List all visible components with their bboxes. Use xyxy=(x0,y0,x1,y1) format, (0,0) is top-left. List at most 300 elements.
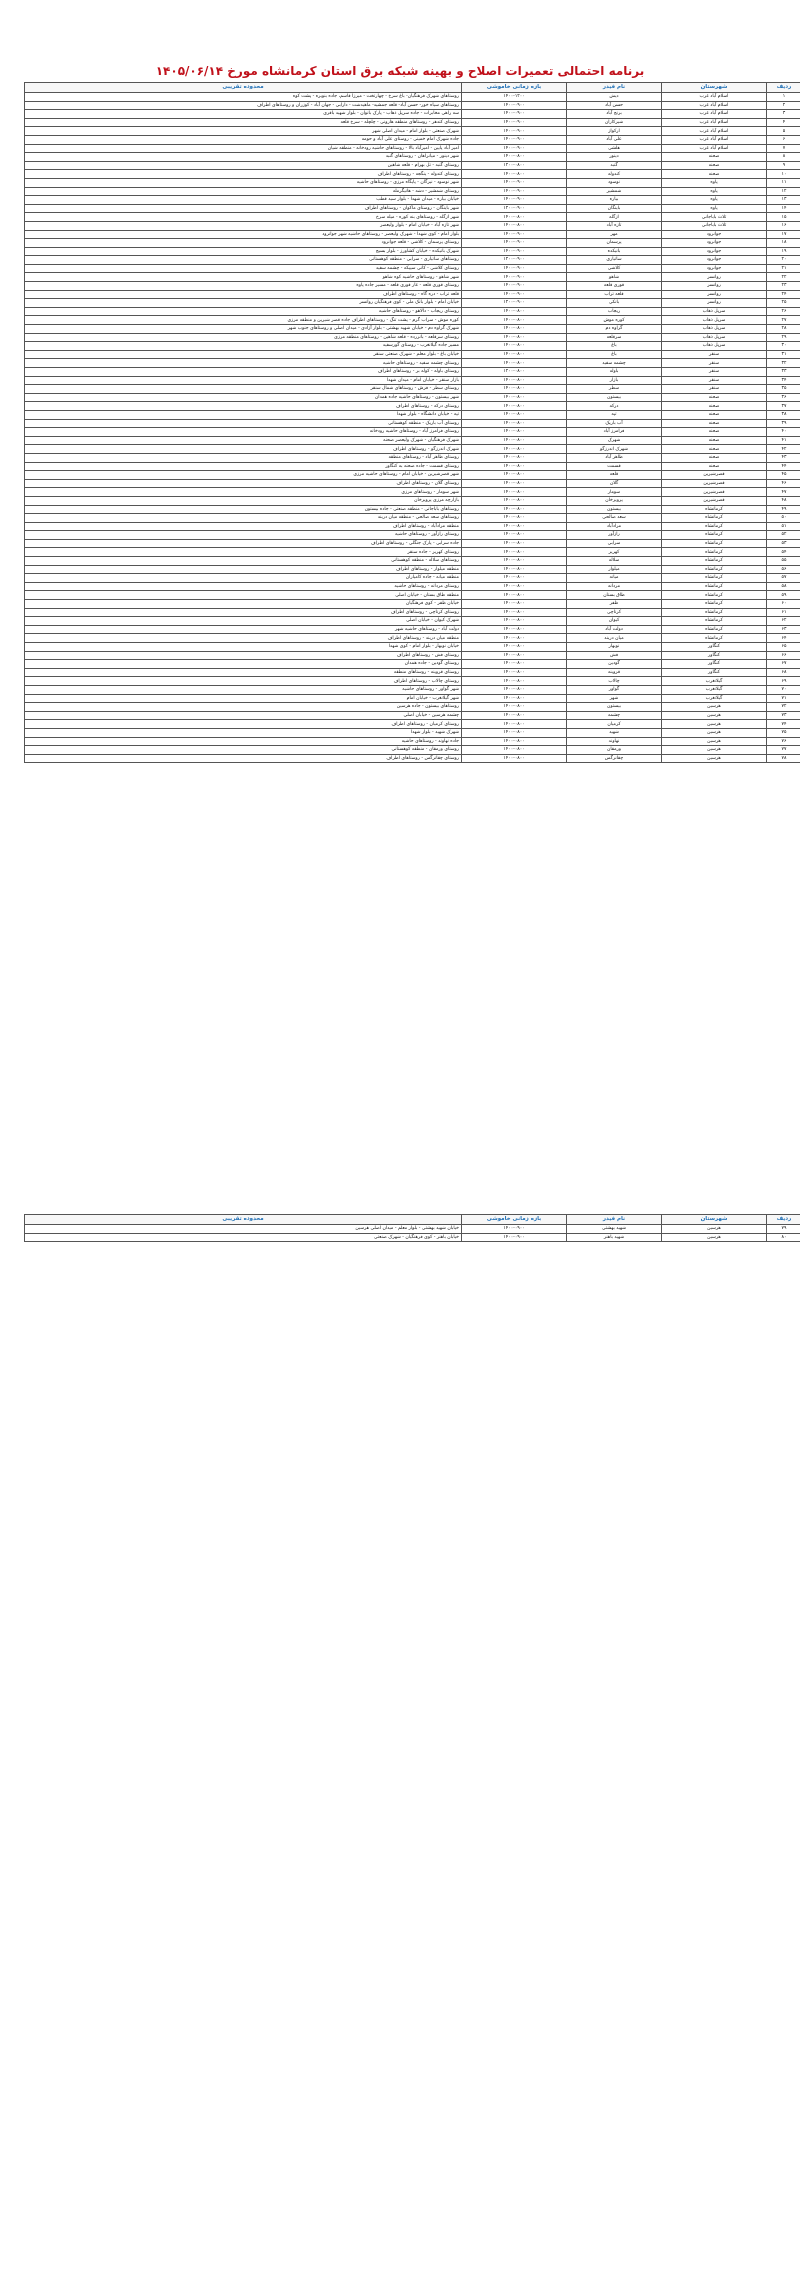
cell-city: کرمانشاه xyxy=(662,608,767,617)
cell-time: ۱۴۰۰-۰۹۰۰ xyxy=(462,144,567,153)
cell-city: گیلانغرب xyxy=(662,677,767,686)
cell-area: دولت آباد - روستاهای حاشیه شهر xyxy=(25,625,462,634)
cell-city: سنقر xyxy=(662,359,767,368)
cell-row-number: ۷۴ xyxy=(767,720,800,729)
table-row xyxy=(25,711,800,720)
cell-feeder: تازه آباد xyxy=(567,221,662,230)
cell-feeder: کندوله xyxy=(567,170,662,179)
cell-city: صحنه xyxy=(662,153,767,162)
table-row xyxy=(25,514,800,523)
cell-area: روستای قوری قلعه - غار قوری قلعه - مسیر جاده پاوه xyxy=(25,282,462,291)
cell-time: ۱۴۰۰-۰۸۰۰ xyxy=(462,711,567,720)
cell-area: روستاهای ساتیاری - سرابی - منطقه کوهستانی xyxy=(25,256,462,265)
cell-row-number: ۶۸ xyxy=(767,668,800,677)
cell-city: کرمانشاه xyxy=(662,574,767,583)
table-row xyxy=(25,703,800,712)
table-row xyxy=(25,342,800,351)
cell-row-number: ۱۷ xyxy=(767,230,800,239)
cell-row-number: ۲۷ xyxy=(767,316,800,325)
cell-area: شهر بیستون - روستاهای حاشیه جاده همدان xyxy=(25,393,462,402)
table-row xyxy=(25,488,800,497)
cell-feeder: تپه xyxy=(567,410,662,419)
cell-time: ۱۴۰۰-۰۸۰۰ xyxy=(462,617,567,626)
table-row xyxy=(25,273,800,282)
cell-feeder: گواور xyxy=(567,685,662,694)
cell-row-number: ۴۰ xyxy=(767,428,800,437)
cell-city: هرسین xyxy=(662,1225,767,1234)
cell-city: صحنه xyxy=(662,445,767,454)
cell-area: روستای کندهر - روستاهای منطقه هارونی - چلچله - سرخ قلعه xyxy=(25,118,462,127)
cell-area: منطقه طاق بستان - خیابان اصلی xyxy=(25,591,462,600)
cell-city: ثلاث باباجانی xyxy=(662,213,767,222)
table-row xyxy=(25,316,800,325)
cell-area: روستاهای سلاله - منطقه کوهستانی xyxy=(25,557,462,566)
cell-row-number: ۷۵ xyxy=(767,728,800,737)
cell-time: ۱۲۰۰-۰۹۰۰ xyxy=(462,256,567,265)
cell-feeder: بانیکده xyxy=(567,247,662,256)
table-row xyxy=(25,247,800,256)
cell-row-number: ۲۳ xyxy=(767,282,800,291)
cell-feeder: باوله xyxy=(567,368,662,377)
cell-city: پاوه xyxy=(662,204,767,213)
cell-row-number: ۱ xyxy=(767,93,800,102)
cell-time: ۱۴۰۰-۰۹۰۰ xyxy=(462,196,567,205)
outage-table xyxy=(24,82,800,763)
table-row xyxy=(25,368,800,377)
table-row xyxy=(25,625,800,634)
cell-city: کرمانشاه xyxy=(662,625,767,634)
cell-feeder: کیوان xyxy=(567,617,662,626)
cell-area: روستاهای سیاه خور- حسن آباد- قلعه جمشید- ماهیدشت - دارابی - جهان آباد - کوزران و روستاهای اطراف xyxy=(25,101,462,110)
cell-feeder: شهر xyxy=(567,694,662,703)
cell-city: سرپل ذهاب xyxy=(662,325,767,334)
cell-row-number: ۵۸ xyxy=(767,582,800,591)
table-row xyxy=(25,453,800,462)
cell-feeder: چشمه سفید xyxy=(567,359,662,368)
table-row xyxy=(25,462,800,471)
cell-city: هرسین xyxy=(662,728,767,737)
table-row xyxy=(25,574,800,583)
cell-feeder: کوره موش xyxy=(567,316,662,325)
cell-row-number: ۶۷ xyxy=(767,660,800,669)
cell-area: روستای گودین - جاده همدان xyxy=(25,660,462,669)
cell-time: ۱۲۰۰-۰۸۰۰ xyxy=(462,368,567,377)
cell-feeder: هلشی xyxy=(567,144,662,153)
cell-time: ۱۴۰۰-۰۹۰۰ xyxy=(462,239,567,248)
schedule-sheet xyxy=(24,60,792,763)
table-row xyxy=(25,239,800,248)
cell-city: کرمانشاه xyxy=(662,531,767,540)
cell-feeder: گلان xyxy=(567,479,662,488)
header-time: بازه زمانی خاموشی xyxy=(462,1215,567,1225)
table-row xyxy=(25,144,800,153)
header-city: شهرستان xyxy=(662,83,767,93)
cell-time: ۱۴۰۰-۰۸۰۰ xyxy=(462,677,567,686)
cell-row-number: ۱۵ xyxy=(767,213,800,222)
cell-time: ۱۴۰۰-۰۸۰۰ xyxy=(462,445,567,454)
table-row xyxy=(25,436,800,445)
table-row xyxy=(25,127,800,136)
cell-city: کرمانشاه xyxy=(662,548,767,557)
cell-feeder: بیاره xyxy=(567,196,662,205)
cell-area: شهر تازه آباد - خیابان امام - بلوار ولیعصر xyxy=(25,221,462,230)
cell-row-number: ۴۵ xyxy=(767,471,800,480)
table-row xyxy=(25,118,800,127)
cell-feeder: سومار xyxy=(567,488,662,497)
cell-row-number: ۵۵ xyxy=(767,557,800,566)
cell-area: منطقه میان دربند - روستاهای اطراف xyxy=(25,634,462,643)
cell-time: ۱۴۰۰-۰۸۰۰ xyxy=(462,634,567,643)
cell-row-number: ۵۹ xyxy=(767,591,800,600)
cell-area: شهر قصرشیرین - خیابان امام - روستاهای حاشیه مرزی xyxy=(25,471,462,480)
table-row xyxy=(25,677,800,686)
cell-area: شهر ازگله - روستاهای بنه کوره - میله سرخ xyxy=(25,213,462,222)
cell-feeder: شیرکاران xyxy=(567,118,662,127)
cell-area: روستاهای باباجانی - منطقه صنعتی - جاده بیستون xyxy=(25,505,462,514)
cell-city: روانسر xyxy=(662,290,767,299)
table-row xyxy=(25,668,800,677)
table-row xyxy=(25,660,800,669)
cell-row-number: ۷۷ xyxy=(767,746,800,755)
cell-area: روستای کلاشی - کانی سپیکه - چشمه سفید xyxy=(25,264,462,273)
header-row: ردیف xyxy=(767,1215,800,1225)
cell-row-number: ۲۱ xyxy=(767,264,800,273)
cell-time: ۱۴۰۰-۰۹۰۰ xyxy=(462,118,567,127)
cell-row-number: ۵۰ xyxy=(767,514,800,523)
cell-city: قصرشیرین xyxy=(662,488,767,497)
table-row xyxy=(25,1233,800,1242)
cell-row-number: ۱۹ xyxy=(767,247,800,256)
cell-city: صحنه xyxy=(662,419,767,428)
cell-row-number: ۱۸ xyxy=(767,239,800,248)
cell-row-number: ۳۴ xyxy=(767,376,800,385)
cell-city: کرمانشاه xyxy=(662,582,767,591)
cell-city: هرسین xyxy=(662,720,767,729)
cell-feeder: فرامرز آباد xyxy=(567,428,662,437)
cell-city: هرسین xyxy=(662,703,767,712)
cell-row-number: ۲۴ xyxy=(767,290,800,299)
cell-feeder: طاهر آباد xyxy=(567,453,662,462)
header-area: محدوده تقریبی xyxy=(25,83,462,93)
cell-row-number: ۷ xyxy=(767,144,800,153)
table-row xyxy=(25,385,800,394)
cell-row-number: ۷۰ xyxy=(767,685,800,694)
cell-time: ۱۴۰۰-۰۸۰۰ xyxy=(462,522,567,531)
cell-area: شهرک صنعتی - بلوار امام - میدان اصلی شهر xyxy=(25,127,462,136)
table-row xyxy=(25,754,800,763)
cell-time: ۱۴۰۰-۰۹۰۰ xyxy=(462,1233,567,1242)
cell-city: جوانرود xyxy=(662,239,767,248)
cell-area: امیر آباد پایین - امیرآباد بالا - روستاهای حاشیه رودخانه - منطقه شیان xyxy=(25,144,462,153)
cell-time: ۱۴۰۰-۰۸۰۰ xyxy=(462,754,567,763)
cell-feeder: چقانرگس xyxy=(567,754,662,763)
cell-city: اسلام آباد غرب xyxy=(662,135,767,144)
table-row xyxy=(25,728,800,737)
cell-area: بازار سنقر - خیابان امام - میدان شهدا xyxy=(25,376,462,385)
cell-feeder: دولت آباد xyxy=(567,625,662,634)
cell-feeder: باغ xyxy=(567,342,662,351)
cell-city: جوانرود xyxy=(662,230,767,239)
cell-feeder: شهید بهشتی xyxy=(567,1225,662,1234)
cell-city: ثلاث باباجانی xyxy=(662,221,767,230)
cell-row-number: ۳۱ xyxy=(767,350,800,359)
cell-feeder: باینگان xyxy=(567,204,662,213)
table-row xyxy=(25,290,800,299)
cell-row-number: ۵۲ xyxy=(767,531,800,540)
cell-row-number: ۲۰ xyxy=(767,256,800,265)
cell-feeder: سطر xyxy=(567,385,662,394)
cell-feeder: شاهو xyxy=(567,273,662,282)
cell-feeder: سعد صالحی xyxy=(567,514,662,523)
cell-time: ۱۴۰۰-۰۸۰۰ xyxy=(462,728,567,737)
table-row xyxy=(25,591,800,600)
cell-feeder: مهر xyxy=(567,230,662,239)
cell-time: ۱۴۰۰-۰۸۰۰ xyxy=(462,307,567,316)
cell-time: ۱۴۰۰-۰۸۰۰ xyxy=(462,453,567,462)
cell-area: روستای کرناچی - روستاهای اطراف xyxy=(25,608,462,617)
cell-city: جوانرود xyxy=(662,264,767,273)
table-row xyxy=(25,221,800,230)
cell-area: جاده سرابی - پارک جنگلی - روستاهای اطراف xyxy=(25,539,462,548)
cell-area: روستاهای بیستون - جاده هرسین xyxy=(25,703,462,712)
cell-feeder: گراوه دم xyxy=(567,325,662,334)
cell-city: جوانرود xyxy=(662,247,767,256)
cell-time: ۱۴۰۰-۰۸۰۰ xyxy=(462,376,567,385)
cell-area: روستای گنبد - تل بهرام - قلعه شاهین xyxy=(25,161,462,170)
table-row xyxy=(25,307,800,316)
table-row xyxy=(25,376,800,385)
table-row xyxy=(25,402,800,411)
table-row xyxy=(25,213,800,222)
cell-city: قصرشیرین xyxy=(662,496,767,505)
cell-row-number: ۸۰ xyxy=(767,1233,800,1242)
cell-city: صحنه xyxy=(662,170,767,179)
cell-city: کنگاور xyxy=(662,643,767,652)
cell-area: شهر شاهو - روستاهای حاشیه کوه شاهو xyxy=(25,273,462,282)
table-row xyxy=(25,531,800,540)
cell-time: ۱۴۰۰-۰۸۰۰ xyxy=(462,428,567,437)
table-row xyxy=(25,264,800,273)
cell-row-number: ۱۶ xyxy=(767,221,800,230)
cell-area: روستای کهریز - جاده سنقر xyxy=(25,548,462,557)
cell-row-number: ۱۰ xyxy=(767,170,800,179)
cell-time: ۱۴۰۰-۰۸۰۰ xyxy=(462,565,567,574)
table-row xyxy=(25,230,800,239)
cell-city: کرمانشاه xyxy=(662,557,767,566)
cell-row-number: ۳۲ xyxy=(767,359,800,368)
cell-area: روستای چقانرگس - روستاهای اطراف xyxy=(25,754,462,763)
cell-area: منطقه میلوار - روستاهای اطراف xyxy=(25,565,462,574)
cell-feeder: نهاوند xyxy=(567,737,662,746)
cell-time: ۱۴۰۰-۰۸۰۰ xyxy=(462,350,567,359)
table-header-row xyxy=(25,1215,800,1225)
cell-feeder: قلعه xyxy=(567,471,662,480)
cell-area: شهر باینگان - روستای ماکوان - روستاهای اطراف xyxy=(25,204,462,213)
cell-city: کنگاور xyxy=(662,660,767,669)
cell-row-number: ۲۸ xyxy=(767,325,800,334)
cell-time: ۱۴۰۰-۰۸۰۰ xyxy=(462,514,567,523)
cell-area: بازارچه مرزی پرویزخان xyxy=(25,496,462,505)
header-feeder: نام فیدر xyxy=(567,83,662,93)
cell-time: ۱۴۰۰-۰۸۰۰ xyxy=(462,737,567,746)
cell-time: ۱۴۰۰-۰۸۰۰ xyxy=(462,703,567,712)
table-row xyxy=(25,350,800,359)
cell-feeder: کرمیان xyxy=(567,720,662,729)
cell-row-number: ۴۶ xyxy=(767,479,800,488)
table-body xyxy=(25,93,800,763)
cell-row-number: ۷۹ xyxy=(767,1225,800,1234)
table-row xyxy=(25,617,800,626)
cell-area: روستای چشمه سفید - روستاهای حاشیه xyxy=(25,359,462,368)
table-row xyxy=(25,608,800,617)
cell-city: صحنه xyxy=(662,462,767,471)
table-row xyxy=(25,196,800,205)
cell-feeder: برنج آباد xyxy=(567,110,662,119)
cell-city: هرسین xyxy=(662,711,767,720)
table-row xyxy=(25,101,800,110)
cell-area: شهرک شهید - بلوار شهدا xyxy=(25,728,462,737)
table-row xyxy=(25,557,800,566)
cell-time: ۱۴۰۰-۱۲۰۰ xyxy=(462,93,567,102)
cell-city: کرمانشاه xyxy=(662,634,767,643)
cell-row-number: ۶۶ xyxy=(767,651,800,660)
cell-area: خیابان امام - بلوار بانک ملی - کوی فرهنگیان روانسر xyxy=(25,299,462,308)
cell-time: ۱۴۰۰-۰۸۰۰ xyxy=(462,591,567,600)
cell-time: ۱۴۰۰-۰۹۰۰ xyxy=(462,187,567,196)
cell-feeder: مردانه xyxy=(567,582,662,591)
cell-row-number: ۷۱ xyxy=(767,694,800,703)
cell-city: کرمانشاه xyxy=(662,591,767,600)
cell-area: تپه - خیابان دانشگاه - بلوار شهدا xyxy=(25,410,462,419)
table-row xyxy=(25,737,800,746)
cell-time: ۱۴۰۰-۰۸۰۰ xyxy=(462,153,567,162)
cell-city: اسلام آباد غرب xyxy=(662,144,767,153)
cell-row-number: ۷۳ xyxy=(767,711,800,720)
cell-feeder: میلوار xyxy=(567,565,662,574)
cell-time: ۱۴۰۰-۰۸۰۰ xyxy=(462,436,567,445)
cell-row-number: ۲۲ xyxy=(767,273,800,282)
cell-feeder: ارکواز xyxy=(567,127,662,136)
cell-city: اسلام آباد غرب xyxy=(662,93,767,102)
cell-city: پاوه xyxy=(662,187,767,196)
cell-area: روستای قزوینه - روستاهای منطقه xyxy=(25,668,462,677)
cell-feeder: سرابی xyxy=(567,539,662,548)
cell-time: ۱۴۰۰-۰۸۰۰ xyxy=(462,359,567,368)
table-row xyxy=(25,325,800,334)
table-row xyxy=(25,539,800,548)
cell-feeder: پرسمان xyxy=(567,239,662,248)
cell-feeder: شهید باهنر xyxy=(567,1233,662,1242)
cell-time: ۱۴۰۰-۰۸۰۰ xyxy=(462,410,567,419)
cell-area: روستای رازآور - روستاهای حاشیه xyxy=(25,531,462,540)
cell-row-number: ۶۵ xyxy=(767,643,800,652)
cell-feeder: شهید xyxy=(567,728,662,737)
cell-feeder: ساتیاری xyxy=(567,256,662,265)
cell-time: ۱۴۰۰-۰۹۰۰ xyxy=(462,273,567,282)
cell-feeder: آب باریک xyxy=(567,419,662,428)
cell-feeder: ورمقان xyxy=(567,746,662,755)
cell-feeder: میان دربند xyxy=(567,634,662,643)
table-row xyxy=(25,419,800,428)
table-row xyxy=(25,359,800,368)
cell-feeder: باغ xyxy=(567,350,662,359)
table-row xyxy=(25,471,800,480)
cell-area: سه راهی مخابرات - جاده سرپل ذهاب - پارک بانوان - بلوار شهید باقری xyxy=(25,110,462,119)
cell-area: روستای مردانه - روستاهای حاشیه xyxy=(25,582,462,591)
cell-row-number: ۱۴ xyxy=(767,204,800,213)
cell-feeder: حسن آباد xyxy=(567,101,662,110)
cell-city: صحنه xyxy=(662,410,767,419)
cell-area: روستای قسمت - جاده صحنه به کنگاور xyxy=(25,462,462,471)
cell-city: صحنه xyxy=(662,453,767,462)
cell-feeder: قلعه تراب xyxy=(567,290,662,299)
cell-feeder: طاق بستان xyxy=(567,591,662,600)
cell-city: کرمانشاه xyxy=(662,522,767,531)
table-row xyxy=(25,428,800,437)
cell-area: روستای فش - روستاهای اطراف xyxy=(25,651,462,660)
cell-row-number: ۵۴ xyxy=(767,548,800,557)
cell-city: صحنه xyxy=(662,428,767,437)
cell-row-number: ۵۱ xyxy=(767,522,800,531)
cell-feeder: بیستون xyxy=(567,703,662,712)
cell-city: قصرشیرین xyxy=(662,479,767,488)
cell-city: روانسر xyxy=(662,282,767,291)
cell-city: هرسین xyxy=(662,746,767,755)
cell-feeder: گودین xyxy=(567,660,662,669)
cell-time: ۱۴۰۰-۰۸۰۰ xyxy=(462,720,567,729)
cell-row-number: ۷۶ xyxy=(767,737,800,746)
table-row xyxy=(25,256,800,265)
table-row xyxy=(25,1225,800,1234)
cell-city: هرسین xyxy=(662,1233,767,1242)
cell-row-number: ۴۴ xyxy=(767,462,800,471)
cell-city: اسلام آباد غرب xyxy=(662,118,767,127)
cell-feeder: بانکی xyxy=(567,299,662,308)
cell-feeder: کلاشی xyxy=(567,264,662,273)
table-row xyxy=(25,746,800,755)
cell-feeder: بیستون xyxy=(567,505,662,514)
cell-feeder: بیستون xyxy=(567,393,662,402)
cell-time: ۱۴۰۰-۰۸۰۰ xyxy=(462,746,567,755)
table-row xyxy=(25,479,800,488)
header-area: محدوده تقریبی xyxy=(25,1215,462,1225)
cell-city: هرسین xyxy=(662,737,767,746)
cell-row-number: ۲۶ xyxy=(767,307,800,316)
cell-time: ۱۲۰۰-۰۹۰۰ xyxy=(462,299,567,308)
cell-area: روستای پرسمان - کلاشی - قلعه جوانرود xyxy=(25,239,462,248)
cell-area: شهرک اندرزگو - روستاهای اطراف xyxy=(25,445,462,454)
cell-feeder: سلاله xyxy=(567,557,662,566)
cell-feeder: گنبد xyxy=(567,161,662,170)
cell-time: ۱۲۰۰-۰۸۰۰ xyxy=(462,161,567,170)
cell-row-number: ۶۳ xyxy=(767,625,800,634)
cell-row-number: ۳ xyxy=(767,110,800,119)
cell-city: کنگاور xyxy=(662,651,767,660)
cell-area: جاده شهرک امام خمینی - روستای علی آباد و حومه xyxy=(25,135,462,144)
cell-feeder: قسمت xyxy=(567,462,662,471)
cell-row-number: ۲۵ xyxy=(767,299,800,308)
cell-city: سرپل ذهاب xyxy=(662,316,767,325)
cell-area: روستای آب باریک - منطقه کوهستانی xyxy=(25,419,462,428)
cell-area: قلعه تراب - دره گاه - روستاهای اطراف xyxy=(25,290,462,299)
cell-feeder: شهرک اندرزگو xyxy=(567,445,662,454)
table-row xyxy=(25,93,800,102)
cell-row-number: ۴۳ xyxy=(767,453,800,462)
cell-row-number: ۳۶ xyxy=(767,393,800,402)
cell-time: ۱۴۰۰-۰۸۰۰ xyxy=(462,213,567,222)
cell-row-number: ۴ xyxy=(767,118,800,127)
cell-time: ۱۴۰۰-۰۹۰۰ xyxy=(462,178,567,187)
